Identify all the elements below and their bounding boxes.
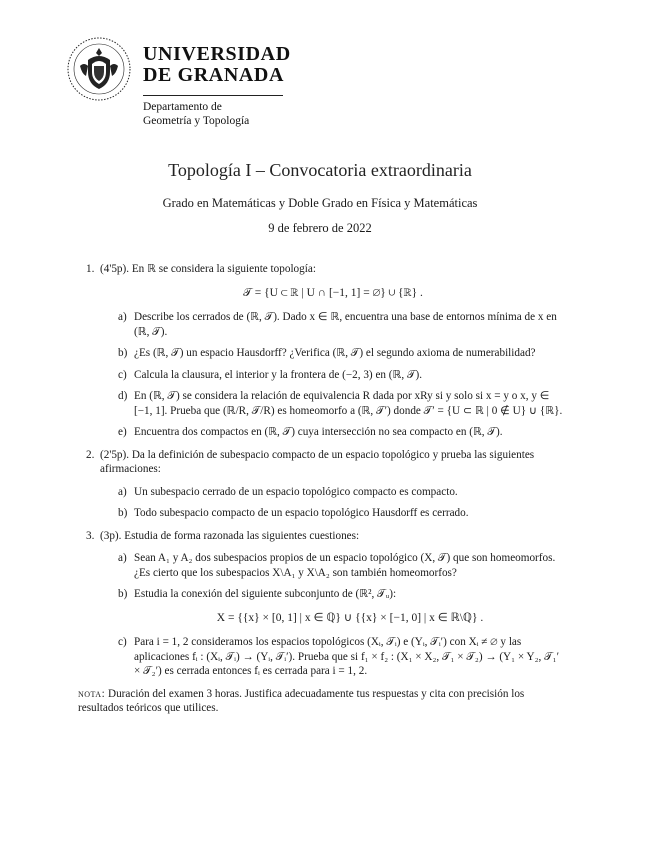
subquestion-label: a) [118,552,127,564]
subquestion [100,368,566,383]
problem-number: 3. [86,529,95,542]
subquestion [100,635,566,679]
exam-content [78,262,566,716]
subquestion [100,506,566,521]
subquestion-text: Calcula la clausura, el interior y la frontera de (−2, 3) en (ℝ, 𝒯). [134,368,423,381]
subquestion-label: c) [118,636,127,648]
university-crest-logo [66,36,132,102]
subquestion-text: ¿Es (ℝ, 𝒯) un espacio Hausdorff? ¿Verifica (ℝ, 𝒯) el segundo axioma de numerabilidad? [134,347,536,359]
note-label: nota: [78,687,106,700]
subquestion [100,346,566,361]
problem-3 [78,529,566,679]
university-name [143,44,291,86]
department-name [143,100,249,128]
subquestion [100,551,566,580]
exam-title: Topología I – Convocatoria extraordinaria [168,160,472,180]
subquestion [100,389,566,418]
subquestion-text: En (ℝ, 𝒯) se considera la relación de equivalencia R dada por xRy si y solo si x = y o x, y ∈ [−1, 1]. Prueba que (ℝ/R, 𝒯/R) es homeomorfo a (ℝ, 𝒯′) donde 𝒯′ = {U ⊂ ℝ | 0 ∉ U} ∪ {ℝ}. [134,390,563,417]
subquestion-text: Encuentra dos compactos en (ℝ, 𝒯) cuya intersección no sea compacto en (ℝ, 𝒯). [134,426,503,438]
subquestion-label: b) [118,588,128,600]
subquestion-label: b) [118,507,128,519]
problem-statement: (2'5p). Da la definición de subespacio compacto de un espacio topológico y prueba las siguientes afirmaciones: [100,448,535,475]
exam-date: 9 de febrero de 2022 [268,221,372,235]
university-name-line2: DE GRANADA [143,64,284,86]
problem-statement: (4'5p). En ℝ se considera la siguiente topología: [100,263,316,275]
subquestion-label: a) [118,311,127,323]
subquestion-label: d) [118,390,128,402]
problem-number: 1. [86,263,95,275]
header-divider [143,95,283,96]
problem-2 [78,448,566,521]
subquestion [100,310,566,339]
subquestion-label: c) [118,368,127,381]
problem-statement: (3p). Estudia de forma razonada las siguientes cuestiones: [100,529,360,542]
problem-1 [78,262,566,440]
subquestion-text: Sean A₁ y A₂ dos subespacios propios de un espacio topológico (X, 𝒯) que son homeomorfos. ¿Es cierto que los subespacios X\A₁ y X\A₂ son también homeomorfos? [134,552,556,579]
subquestion [100,425,566,440]
topology-definition: 𝒯 = {U ⊂ ℝ | U ∩ [−1, 1] = ∅} ∪ {ℝ} . [243,286,423,299]
subquestion-text: Describe los cerrados de (ℝ, 𝒯). Dado x ∈ ℝ, encuentra una base de entornos mínima de x en (ℝ, 𝒯). [134,311,557,338]
subquestion-text: Estudia la conexión del siguiente subconjunto de (ℝ², 𝒯ᵤ): [134,588,397,600]
exam-note [78,687,566,716]
department-line2: Geometría y Topología [143,115,250,127]
subquestion [100,485,566,500]
subquestion-label: a) [118,485,127,498]
department-line1: Departamento de [143,101,222,113]
problem-number: 2. [86,448,95,461]
subquestion-text: Un subespacio cerrado de un espacio topológico compacto es compacto. [134,485,458,498]
subquestion-text: Para i = 1, 2 consideramos los espacios topológicos (Xᵢ, 𝒯ᵢ) e (Yᵢ, 𝒯ᵢ′) con Xᵢ ≠ ∅ y las aplicaciones fᵢ : (Xᵢ, 𝒯ᵢ) → (Yᵢ, 𝒯ᵢ′). Prueba que si f₁ × f₂ : (X₁ × X₂, 𝒯₁ × 𝒯₂) → (Y₁ × Y₂, 𝒯₁′ × 𝒯₂′) es cerrada entonces fᵢ es cerrada para i = 1, 2. [134,636,560,677]
subset-definition: X = {{x} × [0, 1] | x ∈ ℚ} ∪ {{x} × [−1, 0] | x ∈ ℝ\ℚ} . [216,611,484,624]
subquestion-label: b) [118,347,128,359]
note-text: Duración del examen 3 horas. Justifica adecuadamente tus respuestas y cita con precisión los resultados teóricos que utilices. [78,687,525,714]
subquestion-text: Todo subespacio compacto de un espacio topológico Hausdorff es cerrado. [134,507,469,519]
university-name-line1: UNIVERSIDAD [143,43,291,65]
exam-subtitle: Grado en Matemáticas y Doble Grado en Física y Matemáticas [162,196,478,210]
subquestion-label: e) [118,426,127,438]
subquestion [100,587,566,625]
